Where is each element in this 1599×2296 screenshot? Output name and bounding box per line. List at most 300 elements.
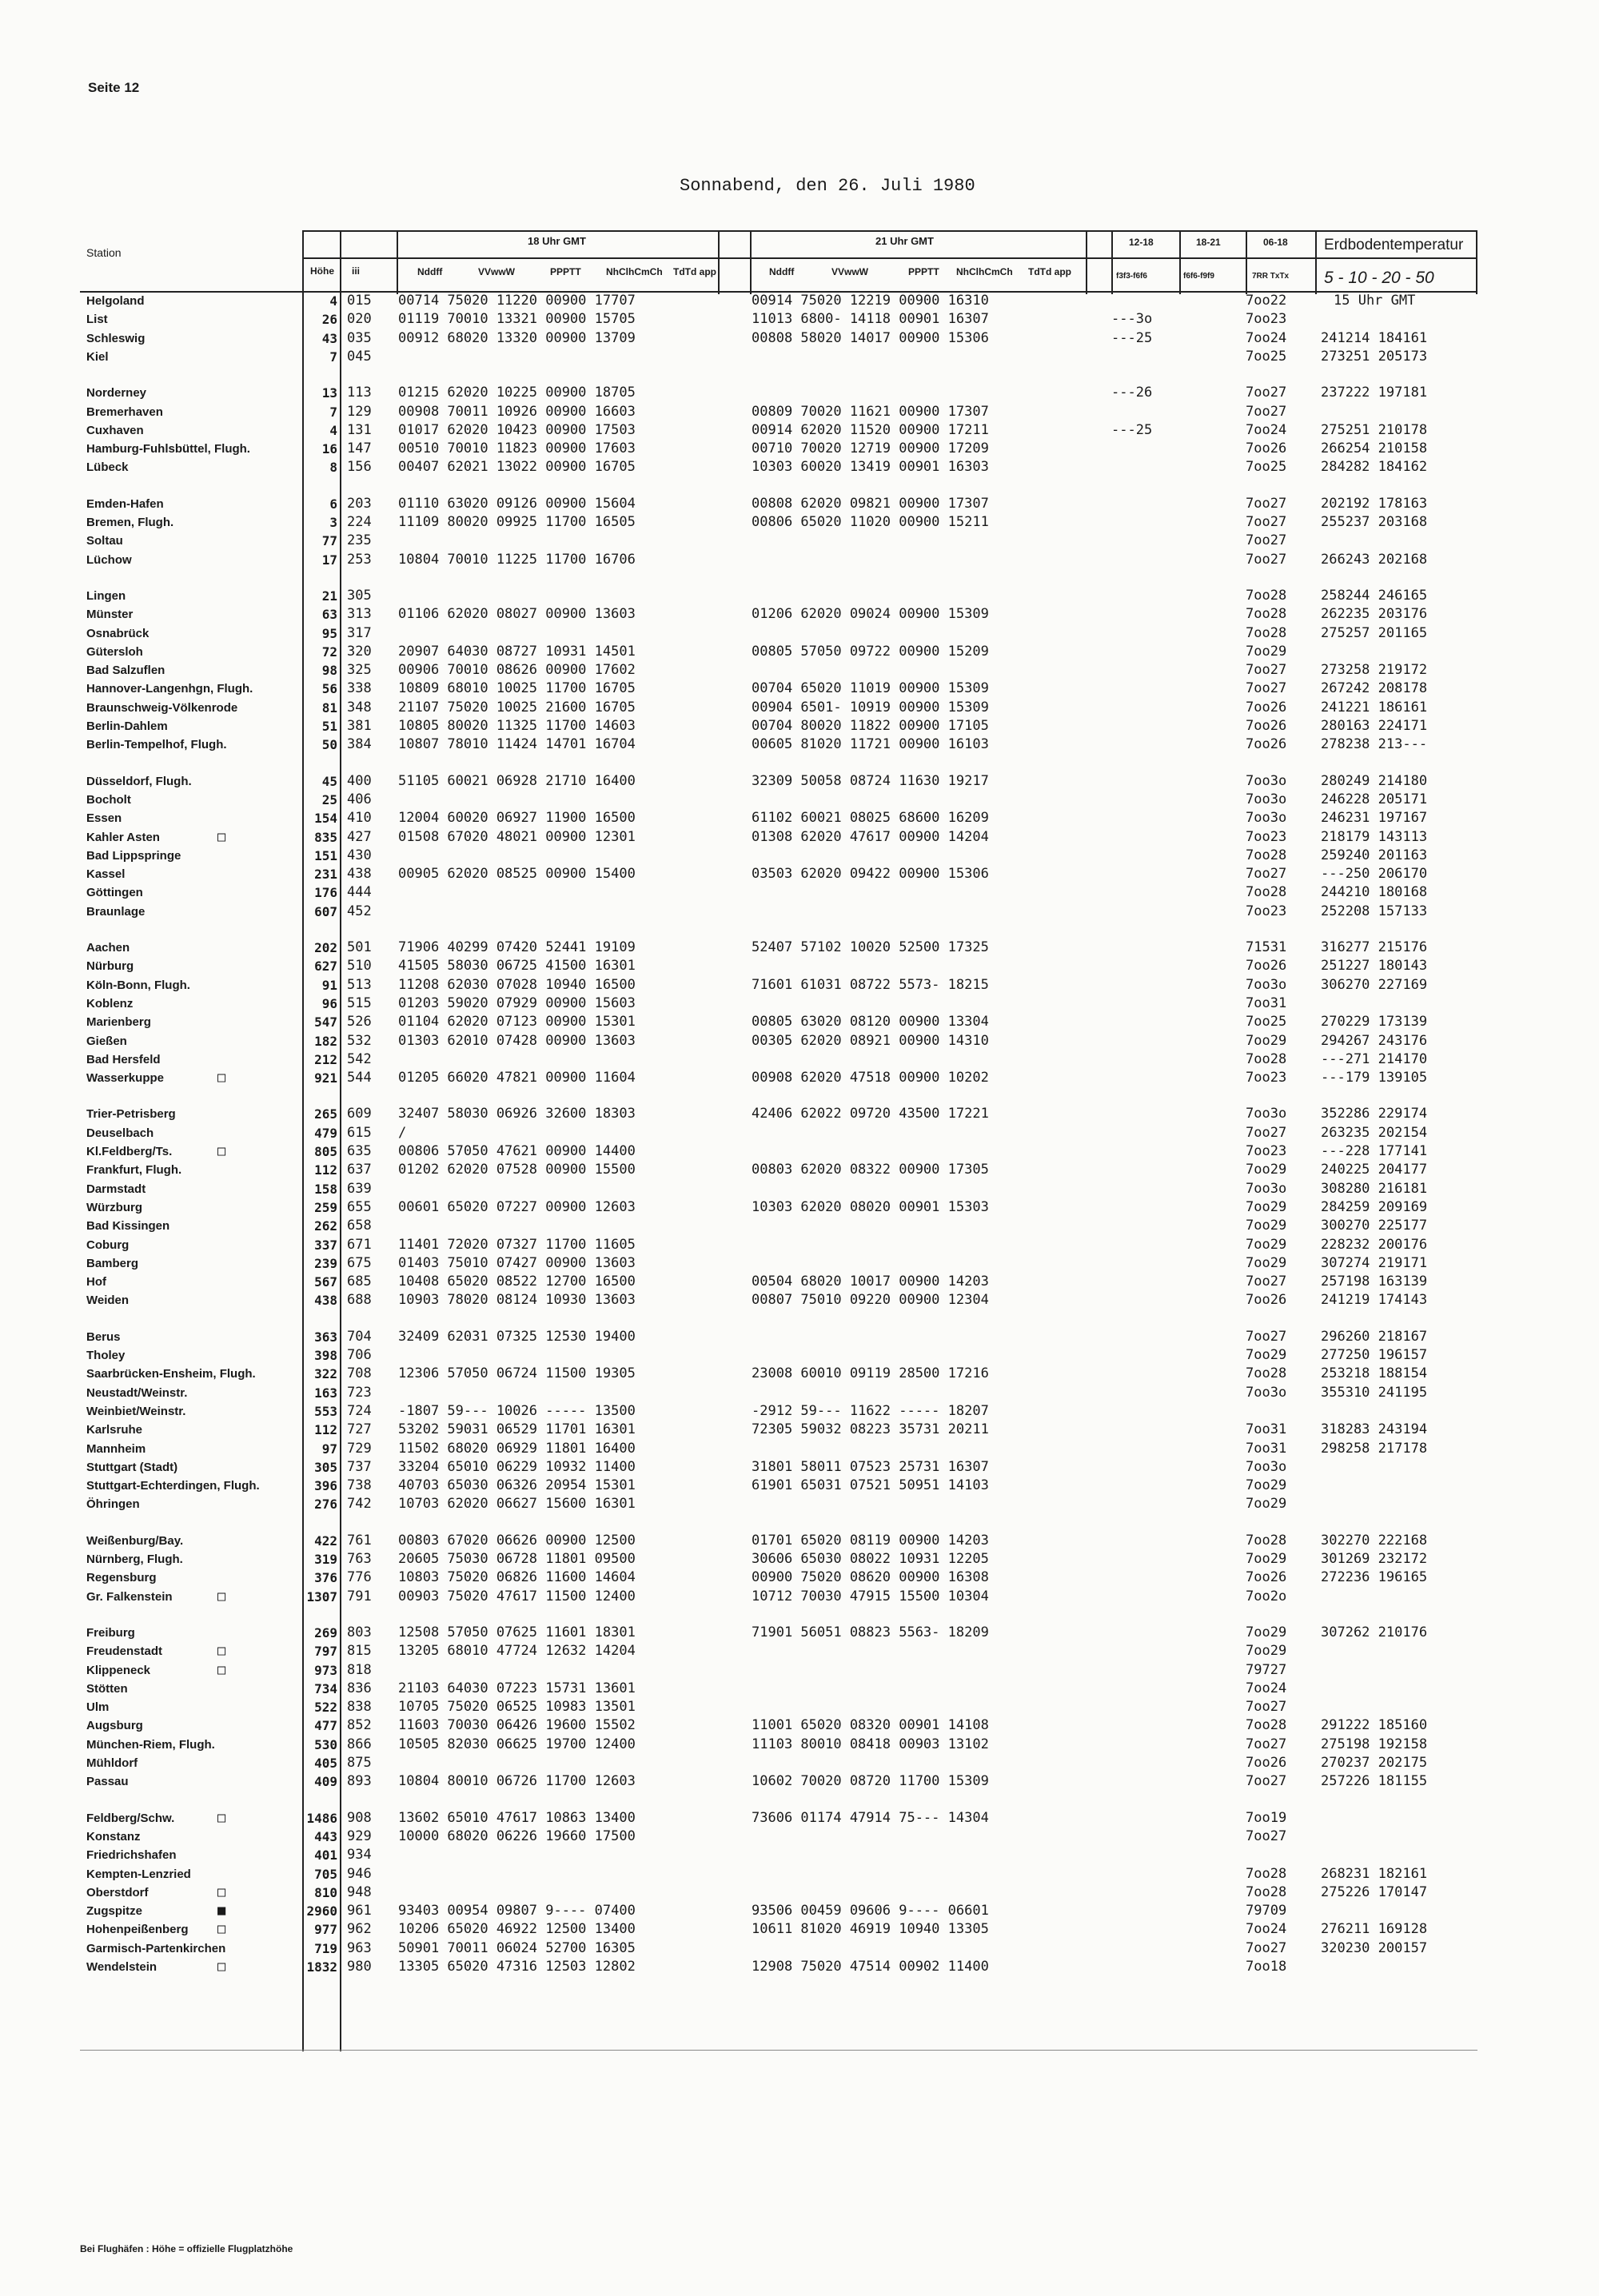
table-row <box>0 1236 1599 1254</box>
station-hoehe: 398 <box>314 1348 337 1363</box>
code-06-18: 7oo26 <box>1246 958 1287 975</box>
station-hoehe: 7 <box>329 404 337 420</box>
table-row <box>0 1050 1599 1069</box>
obs-18-gmt: 10903 78020 08124 10930 13603 <box>398 1292 636 1309</box>
station-hoehe: 409 <box>314 1774 337 1790</box>
table-row <box>0 1440 1599 1458</box>
table-row <box>0 1588 1599 1606</box>
station-name: Kempten-Lenzried <box>86 1867 191 1881</box>
obs-18-gmt: 10408 65020 08522 12700 16500 <box>398 1274 636 1290</box>
obs-21-gmt: 10602 70020 08720 11700 15309 <box>752 1773 989 1790</box>
station-name: Aachen <box>86 941 130 955</box>
station-iii: 776 <box>347 1569 372 1586</box>
station-marker: ■ <box>217 1903 226 1919</box>
code-06-18: 7oo26 <box>1246 1292 1287 1309</box>
soil-temperature: 218179 143113 <box>1321 828 1428 845</box>
obs-21-gmt: 01701 65020 08119 00900 14203 <box>752 1532 989 1549</box>
station-iii: 430 <box>347 847 372 863</box>
table-row <box>0 1365 1599 1383</box>
station-name: Friedrichshafen <box>86 1848 177 1863</box>
code-06-18: 7oo28 <box>1246 1865 1287 1882</box>
header-06-18: 06-18 <box>1263 237 1288 248</box>
table-row <box>0 735 1599 754</box>
station-hoehe: 13 <box>321 385 337 401</box>
table-row <box>0 957 1599 975</box>
station-iii: 035 <box>347 329 372 346</box>
table-row <box>0 1198 1599 1217</box>
station-hoehe: 112 <box>314 1422 337 1438</box>
code-06-18: 7oo28 <box>1246 1717 1287 1734</box>
obs-21-gmt: 71601 61031 08722 5573- 18215 <box>752 976 989 993</box>
station-hoehe: 239 <box>314 1255 337 1271</box>
date-line: Sonnabend, den 26. Juli 1980 <box>680 176 975 196</box>
station-name: München-Riem, Flugh. <box>86 1737 215 1752</box>
station-name: Wendelstein <box>86 1960 158 1974</box>
table-row <box>0 1105 1599 1123</box>
station-iii: 338 <box>347 680 372 697</box>
station-iii: 427 <box>347 828 372 845</box>
obs-21-gmt: 31801 58011 07523 25731 16307 <box>752 1458 989 1475</box>
table-row <box>0 939 1599 957</box>
code-06-18: 7oo29 <box>1246 1496 1287 1513</box>
station-name: Deuselbach <box>86 1126 154 1140</box>
station-hoehe: 443 <box>314 1828 337 1844</box>
table-row <box>0 1569 1599 1587</box>
obs-21-gmt: 00803 62020 08322 00900 17305 <box>752 1162 989 1178</box>
station-name: Nürnberg, Flugh. <box>86 1553 183 1566</box>
station-name: Kl.Feldberg/Ts. <box>86 1145 173 1158</box>
station-iii: 639 <box>347 1180 372 1197</box>
station-name: Hof <box>86 1275 106 1290</box>
table-row <box>0 495 1599 513</box>
soil-temperature: 262235 203176 <box>1321 606 1428 623</box>
code-06-18: 7oo3o <box>1246 791 1287 807</box>
soil-temperature: 272236 196165 <box>1321 1569 1428 1586</box>
code-06-18: 7oo28 <box>1246 847 1287 863</box>
station-name: Hamburg-Fuhlsbüttel, Flugh. <box>86 442 250 456</box>
station-iii: 532 <box>347 1032 372 1049</box>
tendency-value: ---26 <box>1111 385 1153 401</box>
obs-21-gmt: 00305 62020 08921 00900 14310 <box>752 1032 989 1049</box>
code-06-18: 79727 <box>1246 1661 1287 1678</box>
code-06-18: 7oo23 <box>1246 903 1287 919</box>
station-name: Trier-Petrisberg <box>86 1107 176 1122</box>
obs-18-gmt: 01215 62020 10225 00900 18705 <box>398 385 636 401</box>
soil-temperature: 202192 178163 <box>1321 495 1428 512</box>
table-row <box>0 1142 1599 1161</box>
station-name: Ulm <box>86 1700 110 1715</box>
table-row <box>0 1865 1599 1883</box>
station-name: Karlsruhe <box>86 1423 143 1437</box>
station-name: Weißenburg/Bay. <box>86 1533 184 1548</box>
code-06-18: 7oo3o <box>1246 976 1287 993</box>
obs-18-gmt: 12508 57050 07625 11601 18301 <box>398 1624 636 1640</box>
code-06-18: 7oo29 <box>1246 1198 1287 1215</box>
code-06-18: 7oo27 <box>1246 680 1287 697</box>
table-row <box>0 1736 1599 1754</box>
station-name: Regensburg <box>86 1571 157 1585</box>
header-21-col-2: VVwwW <box>831 266 869 277</box>
header-erdboden: Erdbodentemperatur <box>1324 237 1464 253</box>
station-hoehe: 627 <box>314 959 337 975</box>
station-hoehe: 607 <box>314 903 337 919</box>
soil-temperature: 270229 173139 <box>1321 1014 1428 1030</box>
station-hoehe: 26 <box>321 312 337 328</box>
station-hoehe: 797 <box>314 1644 337 1660</box>
station-hoehe: 112 <box>314 1162 337 1178</box>
table-row <box>0 1384 1599 1402</box>
station-name: Passau <box>86 1775 129 1789</box>
station-iii: 791 <box>347 1588 372 1604</box>
station-iii: 706 <box>347 1347 372 1363</box>
station-iii: 501 <box>347 939 372 955</box>
station-name: Göttingen <box>86 886 143 900</box>
obs-21-gmt: 00805 57050 09722 00900 15209 <box>752 643 989 660</box>
obs-18-gmt: 01104 62020 07123 00900 15301 <box>398 1014 636 1030</box>
station-hoehe: 96 <box>321 995 337 1011</box>
station-iii: 510 <box>347 958 372 975</box>
table-row <box>0 1661 1599 1680</box>
code-06-18: 7oo26 <box>1246 440 1287 457</box>
station-name: Lingen <box>86 588 126 603</box>
obs-18-gmt: 53202 59031 06529 11701 16301 <box>398 1421 636 1438</box>
obs-18-gmt: 10804 70010 11225 11700 16706 <box>398 551 636 568</box>
station-name: Mannheim <box>86 1441 146 1456</box>
station-name: Marienberg <box>86 1015 151 1030</box>
table-row <box>0 717 1599 735</box>
station-marker: □ <box>217 1883 226 1900</box>
soil-temperature: 284259 209169 <box>1321 1198 1428 1215</box>
station-iii: 908 <box>347 1809 372 1826</box>
station-hoehe: 51 <box>321 719 337 734</box>
table-row <box>0 1809 1599 1828</box>
soil-temperature: 251227 180143 <box>1321 958 1428 975</box>
table-row <box>0 903 1599 921</box>
station-name: Hannover-Langenhgn, Flugh. <box>86 682 253 696</box>
station-hoehe: 2960 <box>306 1903 337 1919</box>
station-iii: 544 <box>347 1070 372 1086</box>
obs-18-gmt: 01203 59020 07929 00900 15603 <box>398 995 636 1011</box>
obs-18-gmt: 11502 68020 06929 11801 16400 <box>398 1440 636 1457</box>
table-row <box>0 1495 1599 1513</box>
station-name: Tholey <box>86 1349 126 1362</box>
obs-21-gmt: 11013 6800- 14118 00901 16307 <box>752 311 989 328</box>
station-name: Nürburg <box>86 959 134 974</box>
soil-temperature: 241214 184161 <box>1321 329 1428 346</box>
station-name: Hohenpeißenberg <box>86 1923 189 1937</box>
obs-21-gmt: 10303 62020 08020 00901 15303 <box>752 1198 989 1215</box>
code-06-18: 7oo29 <box>1246 1551 1287 1567</box>
code-06-18: 7oo28 <box>1246 884 1287 901</box>
obs-18-gmt: 32409 62031 07325 12530 19400 <box>398 1328 636 1345</box>
table-row <box>0 551 1599 569</box>
station-iii: 045 <box>347 348 372 365</box>
soil-temperature: 320230 200157 <box>1321 1939 1428 1956</box>
soil-temperature: 318283 243194 <box>1321 1421 1428 1438</box>
obs-18-gmt: 10705 75020 06525 10983 13501 <box>398 1699 636 1716</box>
table-row <box>0 772 1599 791</box>
station-iii: 875 <box>347 1755 372 1771</box>
station-hoehe: 719 <box>314 1940 337 1956</box>
code-06-18: 7oo3o <box>1246 1458 1287 1475</box>
station-iii: 129 <box>347 403 372 420</box>
station-name: Klippeneck <box>86 1663 151 1677</box>
code-06-18: 7oo25 <box>1246 1014 1287 1030</box>
code-06-18: 7oo19 <box>1246 1809 1287 1826</box>
station-iii: 838 <box>347 1699 372 1716</box>
soil-temperature: 280163 224171 <box>1321 718 1428 734</box>
soil-temperature: 280249 214180 <box>1321 772 1428 789</box>
station-hoehe: 477 <box>314 1718 337 1734</box>
station-iii: 658 <box>347 1218 372 1234</box>
table-row <box>0 1013 1599 1031</box>
station-name: Wasserkuppe <box>86 1071 164 1086</box>
code-06-18: 7oo24 <box>1246 421 1287 438</box>
station-name: Kassel <box>86 867 126 882</box>
obs-21-gmt: 72305 59032 08223 35731 20211 <box>752 1421 989 1438</box>
table-row <box>0 458 1599 476</box>
station-iii: 381 <box>347 718 372 734</box>
table-row <box>0 1902 1599 1920</box>
table-row <box>0 329 1599 348</box>
code-06-18: 7oo27 <box>1246 551 1287 568</box>
station-iii: 131 <box>347 421 372 438</box>
station-hoehe: 91 <box>321 977 337 993</box>
code-06-18: 7oo27 <box>1246 385 1287 401</box>
obs-18-gmt: 00601 65020 07227 00900 12603 <box>398 1198 636 1215</box>
code-06-18: 7oo27 <box>1246 1939 1287 1956</box>
obs-21-gmt: 00808 58020 14017 00900 15306 <box>752 329 989 346</box>
obs-21-gmt: 71901 56051 08823 5563- 18209 <box>752 1624 989 1640</box>
station-iii: 020 <box>347 311 372 328</box>
obs-18-gmt: 01303 62010 07428 00900 13603 <box>398 1032 636 1049</box>
table-row <box>0 1754 1599 1772</box>
table-row <box>0 1939 1599 1958</box>
station-iii: 320 <box>347 643 372 660</box>
station-name: Düsseldorf, Flugh. <box>86 774 192 788</box>
footnote: Bei Flughäfen : Höhe = offizielle Flugplatzhöhe <box>80 2243 293 2254</box>
station-hoehe: 921 <box>314 1070 337 1086</box>
soil-temperature: 301269 232172 <box>1321 1551 1428 1567</box>
header-21-col-3: PPPTT <box>908 266 939 277</box>
station-name: List <box>86 313 108 327</box>
soil-temperature: 270237 202175 <box>1321 1755 1428 1771</box>
station-name: Frankfurt, Flugh. <box>86 1163 182 1178</box>
obs-18-gmt: 12004 60020 06927 11900 16500 <box>398 810 636 827</box>
obs-21-gmt: 00900 75020 08620 00900 16308 <box>752 1569 989 1586</box>
station-iii: 384 <box>347 736 372 753</box>
station-iii: 852 <box>347 1717 372 1734</box>
obs-21-gmt: 23008 60010 09119 28500 17216 <box>752 1365 989 1382</box>
station-iii: 818 <box>347 1661 372 1678</box>
station-iii: 317 <box>347 624 372 641</box>
obs-18-gmt: 21107 75020 10025 21600 16705 <box>398 699 636 716</box>
header-21-col-1: Nddff <box>769 266 795 277</box>
soil-temperature: 307274 219171 <box>1321 1254 1428 1271</box>
station-name: Neustadt/Weinstr. <box>86 1385 188 1400</box>
station-hoehe: 973 <box>314 1662 337 1678</box>
soil-temperature: 300270 225177 <box>1321 1218 1428 1234</box>
header-18-21: 18-21 <box>1196 237 1221 248</box>
soil-temperature: ---179 139105 <box>1321 1070 1428 1086</box>
code-06-18: 7oo31 <box>1246 995 1287 1011</box>
obs-21-gmt: 00807 75010 09220 00900 12304 <box>752 1292 989 1309</box>
station-name: Lübeck <box>86 460 129 475</box>
code-06-18: 7oo28 <box>1246 1050 1287 1067</box>
obs-18-gmt: 01202 62020 07528 00900 15500 <box>398 1162 636 1178</box>
obs-18-gmt: 10804 80010 06726 11700 12603 <box>398 1773 636 1790</box>
station-name: Bamberg <box>86 1256 139 1270</box>
table-row <box>0 995 1599 1013</box>
station-hoehe: 262 <box>314 1218 337 1234</box>
code-06-18: 7oo29 <box>1246 1254 1287 1271</box>
station-iii: 729 <box>347 1440 372 1457</box>
soil-temperature: 263235 202154 <box>1321 1124 1428 1141</box>
table-row <box>0 828 1599 847</box>
station-name: Augsburg <box>86 1719 143 1733</box>
table-row <box>0 605 1599 624</box>
soil-temperature: 352286 229174 <box>1321 1106 1428 1122</box>
station-hoehe: 202 <box>314 940 337 955</box>
soil-temperature: ---250 206170 <box>1321 866 1428 883</box>
soil-temperature: 277250 196157 <box>1321 1347 1428 1363</box>
station-name: Oberstdorf <box>86 1885 149 1899</box>
soil-temperature: 241221 186161 <box>1321 699 1428 716</box>
table-row <box>0 976 1599 995</box>
station-iii: 635 <box>347 1143 372 1159</box>
soil-temperature: 246231 197167 <box>1321 810 1428 827</box>
header-group-18: 18 Uhr GMT <box>528 235 586 247</box>
page-label: Seite 12 <box>88 80 140 95</box>
station-iii: 836 <box>347 1680 372 1696</box>
obs-18-gmt: 50901 70011 06024 52700 16305 <box>398 1939 636 1956</box>
station-hoehe: 422 <box>314 1533 337 1549</box>
obs-18-gmt: 20907 64030 08727 10931 14501 <box>398 643 636 660</box>
station-name: Gütersloh <box>86 644 143 659</box>
obs-21-gmt: 00914 75020 12219 00900 16310 <box>752 293 989 309</box>
station-hoehe: 810 <box>314 1884 337 1900</box>
obs-18-gmt: 01017 62020 10423 00900 17503 <box>398 421 636 438</box>
header-06-18-sub: 7RR TxTx <box>1252 272 1290 281</box>
code-06-18: 7oo29 <box>1246 1032 1287 1049</box>
soil-temperature: 296260 218167 <box>1321 1328 1428 1345</box>
soil-temperature: 308280 216181 <box>1321 1180 1428 1197</box>
station-iii: 866 <box>347 1736 372 1752</box>
obs-18-gmt: 00903 75020 47617 11500 12400 <box>398 1588 636 1604</box>
obs-18-gmt: 10703 62020 06627 15600 16301 <box>398 1496 636 1513</box>
station-name: Emden-Hafen <box>86 496 164 511</box>
station-name: Saarbrücken-Ensheim, Flugh. <box>86 1367 256 1381</box>
code-06-18: 7oo2o <box>1246 1588 1287 1604</box>
soil-temperature: 294267 243176 <box>1321 1032 1428 1049</box>
station-hoehe: 522 <box>314 1700 337 1716</box>
code-06-18: 7oo29 <box>1246 643 1287 660</box>
code-06-18: 7oo27 <box>1246 1274 1287 1290</box>
station-hoehe: 269 <box>314 1624 337 1640</box>
station-iii: 156 <box>347 459 372 476</box>
header-21-col-5: TdTd app <box>1028 266 1071 277</box>
station-name: Bocholt <box>86 792 131 807</box>
obs-18-gmt: 10805 80020 11325 11700 14603 <box>398 718 636 734</box>
soil-temperature: 259240 201163 <box>1321 847 1428 863</box>
obs-21-gmt: 00605 81020 11721 00900 16103 <box>752 736 989 753</box>
obs-21-gmt: 11103 80010 08418 00903 13102 <box>752 1736 989 1752</box>
station-name: Feldberg/Schw. <box>86 1811 175 1825</box>
obs-21-gmt: 03503 62020 09422 00900 15306 <box>752 866 989 883</box>
code-06-18: 7oo18 <box>1246 1959 1287 1975</box>
station-hoehe: 1832 <box>306 1959 337 1975</box>
obs-18-gmt: 00806 57050 47621 00900 14400 <box>398 1143 636 1159</box>
station-hoehe: 63 <box>321 607 337 623</box>
code-06-18: 7oo22 <box>1246 293 1287 309</box>
obs-18-gmt: 00510 70010 11823 00900 17603 <box>398 440 636 457</box>
station-hoehe: 376 <box>314 1570 337 1586</box>
obs-18-gmt: 11109 80020 09925 11700 16505 <box>398 514 636 530</box>
station-hoehe: 322 <box>314 1366 337 1382</box>
station-name: Münster <box>86 608 134 622</box>
station-hoehe: 4 <box>329 293 337 309</box>
header-12-18: 12-18 <box>1129 237 1154 248</box>
station-iii: 113 <box>347 385 372 401</box>
station-iii: 444 <box>347 884 372 901</box>
code-06-18: 7oo27 <box>1246 1736 1287 1752</box>
station-name: Helgoland <box>86 294 145 308</box>
station-iii: 962 <box>347 1921 372 1938</box>
obs-18-gmt: 00714 75020 11220 00900 17707 <box>398 293 636 309</box>
code-06-18: 7oo26 <box>1246 718 1287 734</box>
station-hoehe: 77 <box>321 533 337 549</box>
code-06-18: 7oo3o <box>1246 810 1287 827</box>
table-row <box>0 1883 1599 1902</box>
obs-18-gmt: 12306 57050 06724 11500 19305 <box>398 1365 636 1382</box>
table-row <box>0 661 1599 680</box>
station-name: Würzburg <box>86 1200 142 1214</box>
station-hoehe: 212 <box>314 1051 337 1067</box>
obs-21-gmt: 00914 62020 11520 00900 17211 <box>752 421 989 438</box>
table-row <box>0 1772 1599 1791</box>
station-hoehe: 16 <box>321 441 337 457</box>
station-hoehe: 158 <box>314 1181 337 1197</box>
obs-18-gmt: 10206 65020 46922 12500 13400 <box>398 1921 636 1938</box>
station-hoehe: 50 <box>321 737 337 753</box>
table-row <box>0 1458 1599 1477</box>
code-06-18: 7oo28 <box>1246 624 1287 641</box>
obs-21-gmt: 42406 62022 09720 43500 17221 <box>752 1106 989 1122</box>
header-18-col-3: PPPTT <box>550 266 581 277</box>
code-06-18: 7oo28 <box>1246 587 1287 604</box>
soil-temperature: 268231 182161 <box>1321 1865 1428 1882</box>
table-row <box>0 1180 1599 1198</box>
station-hoehe: 363 <box>314 1329 337 1345</box>
code-06-18: 7oo31 <box>1246 1421 1287 1438</box>
station-hoehe: 438 <box>314 1293 337 1309</box>
table-row <box>0 587 1599 605</box>
station-iii: 803 <box>347 1624 372 1640</box>
station-iii: 737 <box>347 1458 372 1475</box>
station-iii: 724 <box>347 1402 372 1419</box>
obs-21-gmt: 11001 65020 08320 00901 14108 <box>752 1717 989 1734</box>
obs-18-gmt: 40703 65030 06326 20954 15301 <box>398 1477 636 1494</box>
code-06-18: 7oo29 <box>1246 1218 1287 1234</box>
obs-18-gmt: 01110 63020 09126 00900 15604 <box>398 495 636 512</box>
code-06-18: 7oo27 <box>1246 403 1287 420</box>
obs-18-gmt: 41505 58030 06725 41500 16301 <box>398 958 636 975</box>
obs-18-gmt: 71906 40299 07420 52441 19109 <box>398 939 636 955</box>
soil-temperature: 237222 197181 <box>1321 385 1428 401</box>
obs-21-gmt: 10611 81020 46919 10940 13305 <box>752 1921 989 1938</box>
soil-temperature: 302270 222168 <box>1321 1532 1428 1549</box>
obs-18-gmt: 10809 68010 10025 11700 16705 <box>398 680 636 697</box>
